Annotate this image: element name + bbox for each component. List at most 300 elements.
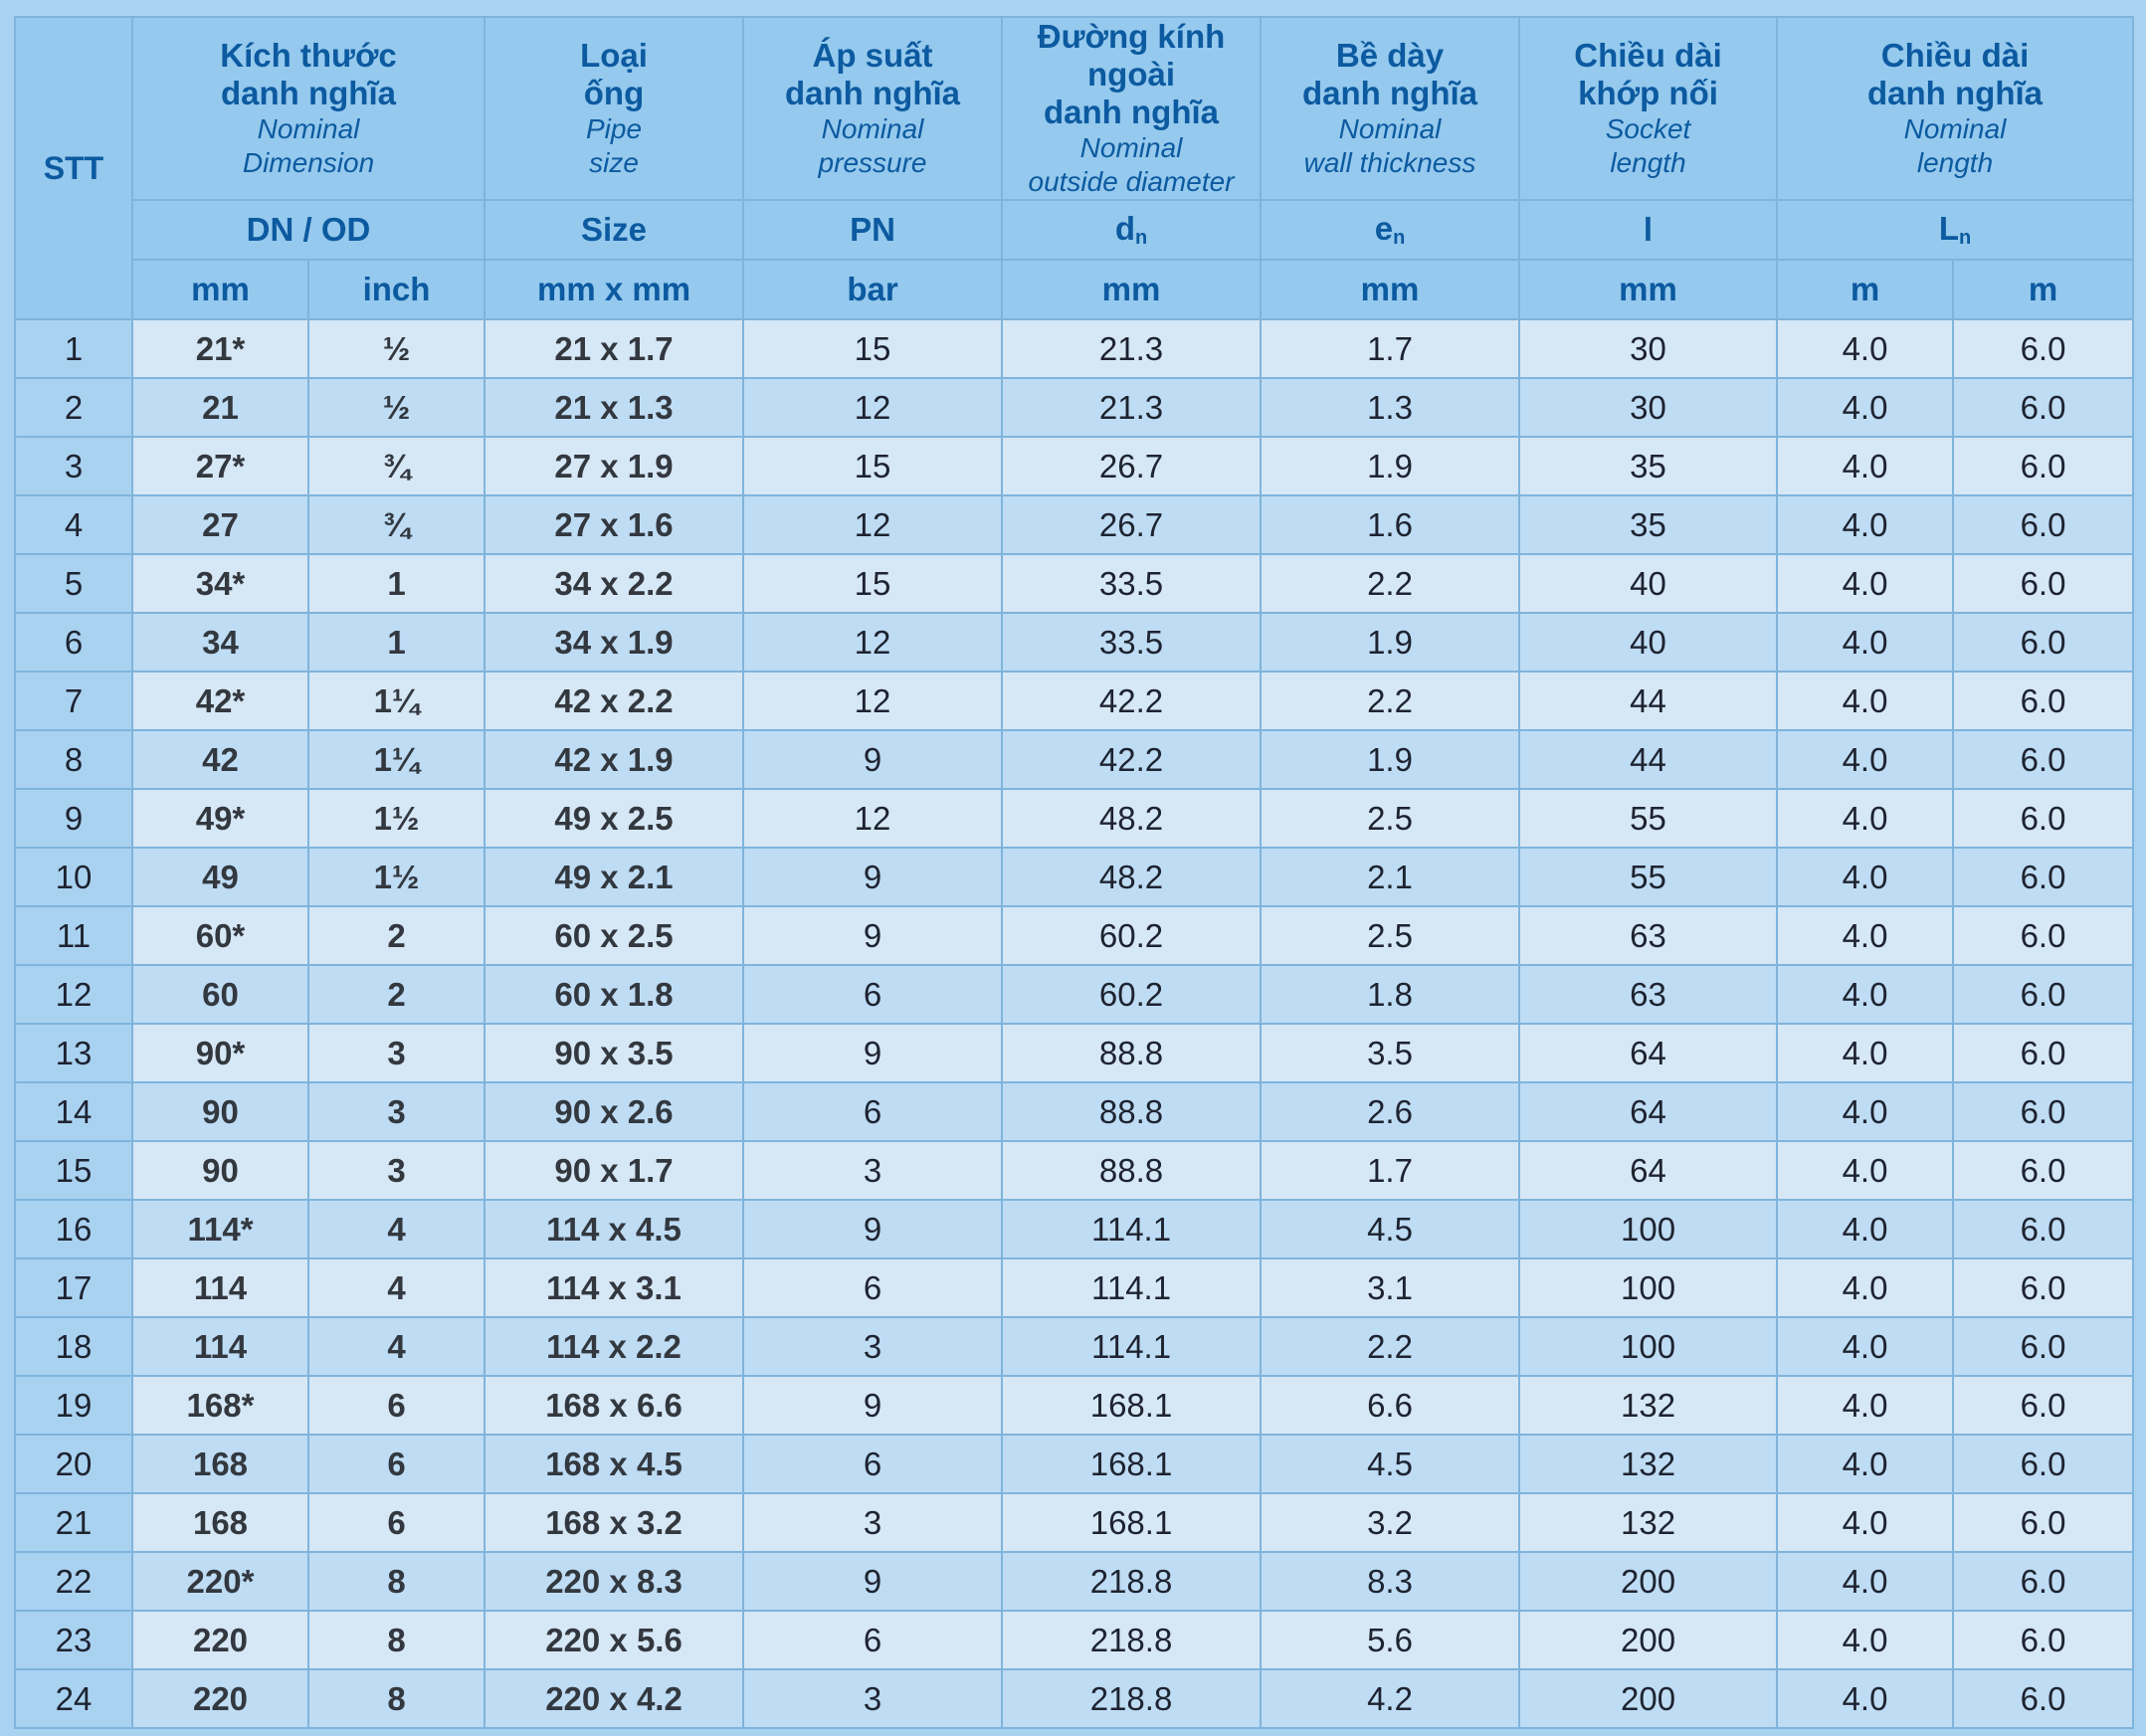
cell-stt: 18 [15,1317,132,1376]
header-wall-thickness [1261,17,1519,200]
cell-wall-thickness: 1.8 [1261,965,1519,1024]
cell-dn-inch: 3 [308,1024,485,1082]
cell-wall-thickness: 2.2 [1261,672,1519,730]
cell-dn-mm: 60* [132,906,308,965]
header-socket-length [1519,17,1777,200]
cell-stt: 20 [15,1435,132,1493]
cell-outside-diameter: 114.1 [1002,1317,1261,1376]
cell-length-4m: 4.0 [1777,613,1953,672]
cell-length-4m: 4.0 [1777,848,1953,906]
header-nominal-length [1777,17,2133,200]
cell-wall-thickness: 4.5 [1261,1435,1519,1493]
cell-wall-thickness: 3.1 [1261,1258,1519,1317]
cell-length-4m: 4.0 [1777,495,1953,554]
cell-socket-length: 132 [1519,1435,1777,1493]
cell-size: 21 x 1.7 [485,319,743,378]
cell-length-6m: 6.0 [1953,1376,2133,1435]
cell-size: 21 x 1.3 [485,378,743,437]
cell-length-6m: 6.0 [1953,730,2133,789]
cell-dn-mm: 60 [132,965,308,1024]
unit-mm-x-mm: mm x mm [485,260,743,319]
cell-stt: 17 [15,1258,132,1317]
cell-socket-length: 64 [1519,1024,1777,1082]
cell-outside-diameter: 21.3 [1002,378,1261,437]
cell-socket-length: 40 [1519,554,1777,613]
header-en-line1: Socket [1605,113,1691,144]
cell-length-4m: 4.0 [1777,1376,1953,1435]
cell-size: 90 x 1.7 [485,1141,743,1200]
symbol-en [1261,200,1519,260]
cell-length-6m: 6.0 [1953,965,2133,1024]
cell-pn: 12 [743,613,1002,672]
cell-size: 168 x 4.5 [485,1435,743,1493]
header-en-line1: Nominal [257,113,360,144]
cell-wall-thickness: 1.9 [1261,613,1519,672]
table-row [15,1200,2133,1258]
cell-outside-diameter: 218.8 [1002,1669,1261,1728]
cell-pn: 3 [743,1493,1002,1552]
cell-size: 114 x 2.2 [485,1317,743,1376]
cell-length-4m: 4.0 [1777,906,1953,965]
cell-wall-thickness: 1.3 [1261,378,1519,437]
cell-length-6m: 6.0 [1953,906,2133,965]
cell-size: 60 x 2.5 [485,906,743,965]
cell-length-4m: 4.0 [1777,378,1953,437]
cell-size: 60 x 1.8 [485,965,743,1024]
symbol-base: d [1114,210,1135,247]
header-en-line1: Nominal [1903,113,2007,144]
cell-pn: 12 [743,672,1002,730]
header-vn-line2: danh nghĩa [1867,75,2044,111]
cell-dn-mm: 220* [132,1552,308,1611]
header-nominal-dimension [132,17,485,200]
header-vn-line2: danh nghĩa [1302,75,1478,111]
cell-socket-length: 200 [1519,1611,1777,1669]
cell-stt: 21 [15,1493,132,1552]
cell-stt: 12 [15,965,132,1024]
cell-length-6m: 6.0 [1953,1669,2133,1728]
cell-wall-thickness: 5.6 [1261,1611,1519,1669]
header-stt: STT [15,17,132,319]
cell-stt: 19 [15,1376,132,1435]
cell-stt: 14 [15,1082,132,1141]
cell-length-4m: 4.0 [1777,1435,1953,1493]
cell-socket-length: 40 [1519,613,1777,672]
unit-m: m [1953,260,2133,319]
cell-outside-diameter: 33.5 [1002,613,1261,672]
unit-mm: mm [1261,260,1519,319]
symbol-base: L [1938,210,1959,247]
cell-dn-inch: 1¼ [308,730,485,789]
cell-dn-mm: 27* [132,437,308,495]
cell-socket-length: 200 [1519,1669,1777,1728]
cell-dn-mm: 114 [132,1258,308,1317]
cell-size: 90 x 3.5 [485,1024,743,1082]
cell-wall-thickness: 2.5 [1261,789,1519,848]
cell-length-6m: 6.0 [1953,613,2133,672]
cell-length-4m: 4.0 [1777,789,1953,848]
cell-length-6m: 6.0 [1953,1552,2133,1611]
table-row [15,437,2133,495]
table-row [15,1611,2133,1669]
cell-stt: 22 [15,1552,132,1611]
symbol-sub: n [1393,227,1406,249]
cell-dn-inch: 1 [308,613,485,672]
cell-socket-length: 63 [1519,906,1777,965]
cell-size: 49 x 2.5 [485,789,743,848]
cell-length-4m: 4.0 [1777,1141,1953,1200]
cell-size: 220 x 5.6 [485,1611,743,1669]
cell-pn: 15 [743,554,1002,613]
cell-pn: 6 [743,965,1002,1024]
cell-length-6m: 6.0 [1953,789,2133,848]
pipe-spec-table-frame [14,16,2132,1721]
cell-length-6m: 6.0 [1953,378,2133,437]
cell-dn-inch: 1¼ [308,672,485,730]
header-en-line2: length [1916,147,1994,178]
cell-outside-diameter: 33.5 [1002,554,1261,613]
cell-pn: 3 [743,1317,1002,1376]
cell-pn: 9 [743,1200,1002,1258]
cell-dn-mm: 220 [132,1669,308,1728]
cell-dn-inch: ½ [308,319,485,378]
cell-wall-thickness: 6.6 [1261,1376,1519,1435]
cell-stt: 2 [15,378,132,437]
cell-size: 90 x 2.6 [485,1082,743,1141]
cell-outside-diameter: 168.1 [1002,1493,1261,1552]
cell-wall-thickness: 1.7 [1261,1141,1519,1200]
cell-dn-mm: 34* [132,554,308,613]
cell-outside-diameter: 218.8 [1002,1611,1261,1669]
cell-pn: 9 [743,848,1002,906]
cell-wall-thickness: 2.1 [1261,848,1519,906]
cell-length-4m: 4.0 [1777,1552,1953,1611]
header-vn-line2: danh nghĩa [785,75,961,111]
cell-dn-inch: 4 [308,1200,485,1258]
cell-stt: 13 [15,1024,132,1082]
cell-dn-mm: 114 [132,1317,308,1376]
cell-dn-inch: 3 [308,1082,485,1141]
cell-dn-inch: 3 [308,1141,485,1200]
cell-wall-thickness: 2.2 [1261,554,1519,613]
cell-dn-inch: ½ [308,378,485,437]
cell-size: 220 x 4.2 [485,1669,743,1728]
header-vn-line1: Chiều dài [1574,37,1722,74]
header-en-line2: outside diameter [1028,166,1235,197]
unit-mm: mm [1002,260,1261,319]
cell-length-4m: 4.0 [1777,1258,1953,1317]
header-en-line1: Nominal [1338,113,1442,144]
table-row [15,1082,2133,1141]
header-outside-diameter [1002,17,1261,200]
cell-dn-mm: 42* [132,672,308,730]
table-row [15,1024,2133,1082]
table-row [15,789,2133,848]
cell-length-4m: 4.0 [1777,730,1953,789]
cell-stt: 16 [15,1200,132,1258]
header-vn-line2: danh nghĩa [1044,94,1220,130]
cell-socket-length: 64 [1519,1082,1777,1141]
cell-length-4m: 4.0 [1777,1200,1953,1258]
unit-mm: mm [1519,260,1777,319]
cell-outside-diameter: 60.2 [1002,906,1261,965]
header-vn-line2: khớp nối [1578,75,1718,111]
table-row [15,965,2133,1024]
cell-length-6m: 6.0 [1953,672,2133,730]
cell-outside-diameter: 88.8 [1002,1141,1261,1200]
symbol-ln [1777,200,2133,260]
cell-dn-mm: 21* [132,319,308,378]
cell-socket-length: 55 [1519,789,1777,848]
cell-socket-length: 44 [1519,672,1777,730]
cell-pn: 9 [743,1552,1002,1611]
cell-stt: 5 [15,554,132,613]
header-en-line1: Nominal [1079,132,1183,163]
header-vn-line1: Loại [580,37,648,74]
cell-dn-mm: 168* [132,1376,308,1435]
header-en-line2: pressure [818,147,927,178]
symbol-pn: PN [743,200,1002,260]
cell-socket-length: 200 [1519,1552,1777,1611]
table-row [15,848,2133,906]
symbol-dn-od: DN / OD [132,200,485,260]
cell-dn-mm: 114* [132,1200,308,1258]
cell-outside-diameter: 88.8 [1002,1024,1261,1082]
table-row [15,906,2133,965]
cell-stt: 24 [15,1669,132,1728]
cell-dn-inch: 2 [308,906,485,965]
cell-wall-thickness: 4.5 [1261,1200,1519,1258]
cell-outside-diameter: 88.8 [1002,1082,1261,1141]
cell-stt: 8 [15,730,132,789]
cell-wall-thickness: 2.5 [1261,906,1519,965]
cell-wall-thickness: 1.9 [1261,730,1519,789]
cell-pn: 15 [743,319,1002,378]
cell-size: 168 x 6.6 [485,1376,743,1435]
cell-length-4m: 4.0 [1777,965,1953,1024]
cell-dn-mm: 220 [132,1611,308,1669]
cell-length-6m: 6.0 [1953,1141,2133,1200]
cell-dn-mm: 49 [132,848,308,906]
cell-wall-thickness: 2.6 [1261,1082,1519,1141]
cell-stt: 10 [15,848,132,906]
symbol-size: Size [485,200,743,260]
cell-dn-inch: 6 [308,1435,485,1493]
cell-size: 114 x 4.5 [485,1200,743,1258]
cell-wall-thickness: 1.6 [1261,495,1519,554]
header-en-line1: Nominal [821,113,924,144]
cell-socket-length: 132 [1519,1493,1777,1552]
unit-bar: bar [743,260,1002,319]
cell-socket-length: 100 [1519,1200,1777,1258]
cell-dn-inch: ¾ [308,437,485,495]
cell-length-4m: 4.0 [1777,1082,1953,1141]
cell-length-4m: 4.0 [1777,672,1953,730]
table-row [15,1258,2133,1317]
cell-stt: 4 [15,495,132,554]
cell-length-4m: 4.0 [1777,1611,1953,1669]
cell-outside-diameter: 21.3 [1002,319,1261,378]
cell-outside-diameter: 60.2 [1002,965,1261,1024]
table-row [15,1376,2133,1435]
header-en-line2: Dimension [242,147,375,178]
cell-wall-thickness: 8.3 [1261,1552,1519,1611]
cell-length-6m: 6.0 [1953,319,2133,378]
table-row [15,1435,2133,1493]
cell-outside-diameter: 48.2 [1002,848,1261,906]
cell-wall-thickness: 3.2 [1261,1493,1519,1552]
cell-size: 114 x 3.1 [485,1258,743,1317]
cell-dn-mm: 168 [132,1493,308,1552]
cell-length-4m: 4.0 [1777,1317,1953,1376]
table-row [15,672,2133,730]
cell-socket-length: 30 [1519,378,1777,437]
header-en-line2: size [589,147,639,178]
cell-outside-diameter: 218.8 [1002,1552,1261,1611]
cell-length-4m: 4.0 [1777,1493,1953,1552]
cell-outside-diameter: 168.1 [1002,1376,1261,1435]
cell-length-6m: 6.0 [1953,495,2133,554]
cell-pn: 6 [743,1435,1002,1493]
header-en-line2: length [1610,147,1686,178]
cell-dn-mm: 90 [132,1141,308,1200]
cell-outside-diameter: 42.2 [1002,730,1261,789]
cell-length-4m: 4.0 [1777,437,1953,495]
cell-dn-inch: 8 [308,1611,485,1669]
cell-stt: 7 [15,672,132,730]
cell-socket-length: 100 [1519,1258,1777,1317]
cell-socket-length: 30 [1519,319,1777,378]
cell-socket-length: 132 [1519,1376,1777,1435]
cell-socket-length: 64 [1519,1141,1777,1200]
cell-length-6m: 6.0 [1953,1258,2133,1317]
table-body [15,319,2133,1728]
cell-dn-inch: 1½ [308,789,485,848]
cell-dn-mm: 49* [132,789,308,848]
symbol-dn [1002,200,1261,260]
header-vn-line1: Chiều dài [1880,37,2030,74]
symbol-base: e [1374,210,1394,247]
table-row [15,378,2133,437]
cell-length-6m: 6.0 [1953,437,2133,495]
cell-stt: 15 [15,1141,132,1200]
cell-size: 42 x 1.9 [485,730,743,789]
header-vn-line1: Áp suất [812,37,933,74]
cell-outside-diameter: 114.1 [1002,1258,1261,1317]
cell-dn-mm: 21 [132,378,308,437]
cell-length-6m: 6.0 [1953,1611,2133,1669]
cell-size: 27 x 1.6 [485,495,743,554]
cell-outside-diameter: 48.2 [1002,789,1261,848]
cell-pn: 12 [743,789,1002,848]
cell-pn: 12 [743,495,1002,554]
cell-size: 34 x 1.9 [485,613,743,672]
unit-m: m [1777,260,1953,319]
header-vn-line1: Bề dày [1335,37,1445,74]
pipe-spec-table [14,16,2134,1729]
table-row [15,554,2133,613]
table-row [15,1141,2133,1200]
cell-dn-inch: ¾ [308,495,485,554]
cell-length-6m: 6.0 [1953,1435,2133,1493]
cell-dn-inch: 2 [308,965,485,1024]
header-vn-line1: Đường kính ngoài [1037,18,1226,93]
table-row [15,1317,2133,1376]
cell-pn: 15 [743,437,1002,495]
cell-length-4m: 4.0 [1777,1669,1953,1728]
cell-stt: 23 [15,1611,132,1669]
cell-pn: 9 [743,1376,1002,1435]
cell-pn: 12 [743,378,1002,437]
cell-socket-length: 55 [1519,848,1777,906]
cell-pn: 9 [743,906,1002,965]
cell-dn-mm: 27 [132,495,308,554]
table-row [15,495,2133,554]
cell-pn: 3 [743,1141,1002,1200]
cell-wall-thickness: 2.2 [1261,1317,1519,1376]
cell-outside-diameter: 26.7 [1002,437,1261,495]
cell-dn-mm: 90 [132,1082,308,1141]
cell-size: 27 x 1.9 [485,437,743,495]
cell-pn: 6 [743,1258,1002,1317]
cell-outside-diameter: 168.1 [1002,1435,1261,1493]
cell-length-6m: 6.0 [1953,554,2133,613]
header-vn-line1: Kích thước [220,37,397,74]
cell-dn-inch: 8 [308,1669,485,1728]
cell-stt: 3 [15,437,132,495]
cell-pn: 6 [743,1082,1002,1141]
table-row [15,1669,2133,1728]
cell-size: 220 x 8.3 [485,1552,743,1611]
cell-socket-length: 44 [1519,730,1777,789]
cell-length-6m: 6.0 [1953,1024,2133,1082]
cell-length-6m: 6.0 [1953,1200,2133,1258]
cell-dn-mm: 34 [132,613,308,672]
cell-dn-inch: 6 [308,1493,485,1552]
header-nominal-pressure [743,17,1002,200]
cell-length-6m: 6.0 [1953,848,2133,906]
unit-mm: mm [132,260,308,319]
cell-pn: 9 [743,1024,1002,1082]
cell-length-6m: 6.0 [1953,1317,2133,1376]
symbol-sub: n [1958,227,1972,249]
cell-pn: 6 [743,1611,1002,1669]
cell-wall-thickness: 1.9 [1261,437,1519,495]
cell-socket-length: 35 [1519,437,1777,495]
cell-outside-diameter: 114.1 [1002,1200,1261,1258]
header-vn-line2: ống [583,75,645,111]
header-en-line1: Pipe [585,113,643,144]
unit-inch: inch [308,260,485,319]
cell-dn-mm: 168 [132,1435,308,1493]
cell-dn-inch: 1 [308,554,485,613]
cell-pn: 3 [743,1669,1002,1728]
table-row [15,1493,2133,1552]
cell-dn-inch: 6 [308,1376,485,1435]
cell-wall-thickness: 4.2 [1261,1669,1519,1728]
cell-size: 42 x 2.2 [485,672,743,730]
cell-socket-length: 100 [1519,1317,1777,1376]
symbol-l: l [1519,200,1777,260]
table-row [15,613,2133,672]
symbol-sub: n [1134,227,1148,249]
cell-dn-inch: 4 [308,1317,485,1376]
cell-socket-length: 35 [1519,495,1777,554]
header-vn-line2: danh nghĩa [221,75,396,111]
table-row [15,1552,2133,1611]
cell-dn-inch: 1½ [308,848,485,906]
cell-socket-length: 63 [1519,965,1777,1024]
